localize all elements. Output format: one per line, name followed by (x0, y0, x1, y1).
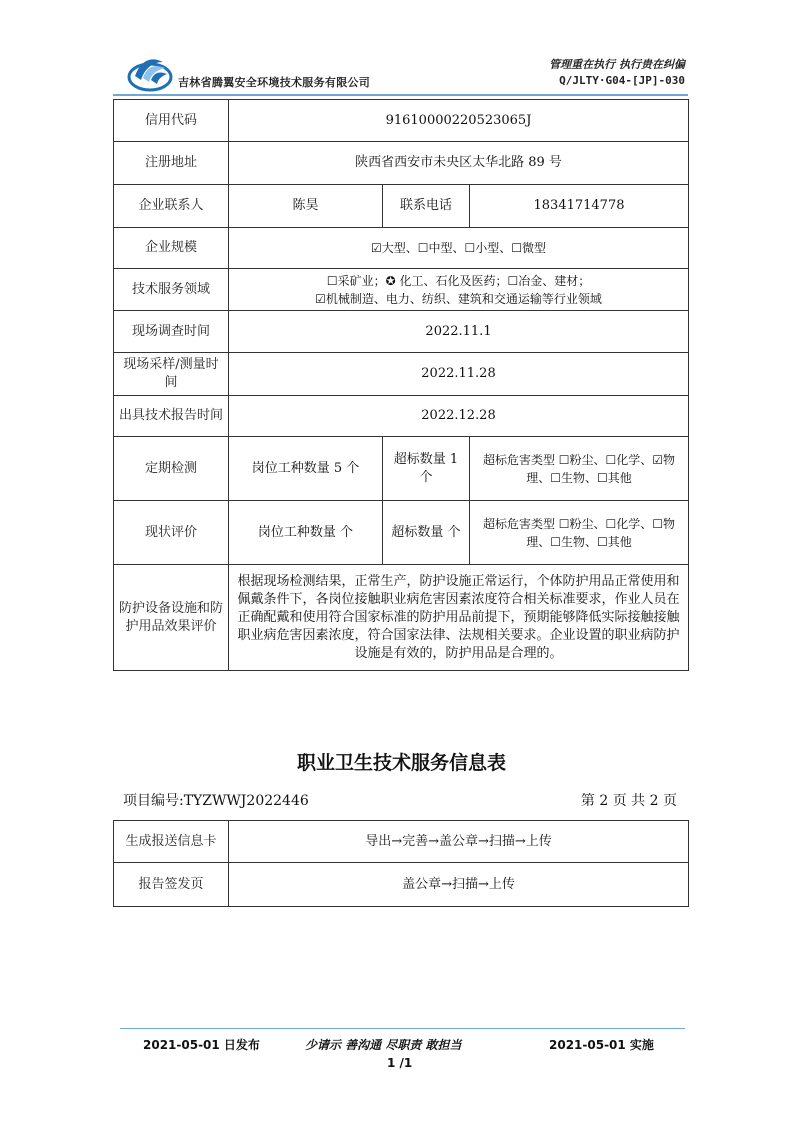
project-number: 项目编号:TYZWWJ2022446 (123, 793, 309, 809)
credit-code-label: 信用代码 (114, 100, 229, 142)
page-info: 第 2 页 共 2 页 (580, 793, 677, 809)
table-row (114, 437, 689, 501)
footer-rule (120, 1028, 685, 1029)
status-posts: 岗位工种数量 个 (229, 501, 383, 565)
publish-date: 2021-05-01 日发布 (143, 1038, 260, 1052)
company-name: 吉林省腾翼安全环境技术服务有限公司 (178, 76, 371, 89)
domain-line-1: ☐采矿业；✪ 化工、石化及医药；☐冶金、建材； (326, 273, 591, 288)
effective-date: 2021-05-01 实施 (549, 1038, 654, 1052)
periodic-label: 定期检测 (114, 437, 229, 501)
status-hazard-types: 超标危害类型 ☐粉尘、☐化学、☐物理、☐生物、☐其他 (470, 501, 689, 565)
address-label: 注册地址 (114, 142, 229, 185)
phone-label: 联系电话 (383, 185, 470, 228)
table-row (114, 821, 689, 863)
survey-label: 现场调查时间 (114, 311, 229, 353)
contact-label: 企业联系人 (114, 185, 229, 228)
page-header (0, 0, 803, 108)
table-row (114, 353, 689, 396)
table-row (114, 100, 689, 142)
sampling-label: 现场采样/测量时间 (114, 353, 229, 396)
domain-line-2: ☑机械制造、电力、纺织、建筑和交通运输等行业领域 (315, 291, 602, 306)
page-number: 1 /1 (387, 1056, 413, 1070)
table-row (114, 501, 689, 565)
card-label: 生成报送信息卡 (114, 821, 229, 863)
issue-label: 报告签发页 (114, 863, 229, 907)
scale-label: 企业规模 (114, 228, 229, 269)
footer-motto: 少请示 善沟通 尽职责 敢担当 (305, 1038, 462, 1052)
page-title: 职业卫生技术服务信息表 (296, 752, 506, 774)
table-row (114, 565, 689, 671)
sampling-date: 2022.11.28 (229, 353, 689, 396)
submission-table (113, 820, 689, 907)
domain-options (229, 269, 689, 311)
survey-date: 2022.11.1 (229, 311, 689, 353)
header-rule (113, 94, 688, 96)
header-slogan: 管理重在执行 执行贵在纠偏 (549, 58, 685, 71)
table-row (114, 228, 689, 269)
address-value: 陕西省西安市未央区太华北路 89 号 (229, 142, 689, 185)
enterprise-info-table (113, 99, 689, 671)
credit-code-value: 91610000220523065J (229, 100, 689, 142)
report-label: 出具技术报告时间 (114, 396, 229, 437)
scale-options: ☑大型、☐中型、☐小型、☐微型 (229, 228, 689, 269)
periodic-exceed: 超标数量 1 个 (383, 437, 470, 501)
protection-text: 根据现场检测结果，正常生产，防护设施正常运行，个体防护用品正常使用和佩戴条件下，各岗位接触职业病危害因素浓度符合相关标准要求，作业人员在正确配戴和使用符合国家标准的防护用品前提下，预期能够降低实际接触接触职业病危害因素浓度，符合国家法律、法规相关要求。企业设置的职业病防护设施是有效的，防护用品是合理的。 (229, 565, 689, 671)
table-row (114, 396, 689, 437)
contact-value: 陈昊 (229, 185, 383, 228)
protection-label: 防护设备设施和防护用品效果评价 (114, 565, 229, 671)
status-exceed: 超标数量 个 (383, 501, 470, 565)
table-row (114, 142, 689, 185)
periodic-posts: 岗位工种数量 5 个 (229, 437, 383, 501)
domain-label: 技术服务领域 (114, 269, 229, 311)
table-row (114, 863, 689, 907)
table-row (114, 311, 689, 353)
status-label: 现状评价 (114, 501, 229, 565)
table-row (114, 269, 689, 311)
card-flow: 导出→完善→盖公章→扫描→上传 (229, 821, 689, 863)
report-date: 2022.12.28 (229, 396, 689, 437)
issue-flow: 盖公章→扫描→上传 (229, 863, 689, 907)
company-logo-icon (127, 50, 173, 96)
document-number: Q/JLTY·G04-[JP]-030 (559, 74, 685, 87)
table-row (114, 185, 689, 228)
phone-value: 18341714778 (470, 185, 689, 228)
periodic-hazard-types: 超标危害类型 ☐粉尘、☐化学、☑物理、☐生物、☐其他 (470, 437, 689, 501)
